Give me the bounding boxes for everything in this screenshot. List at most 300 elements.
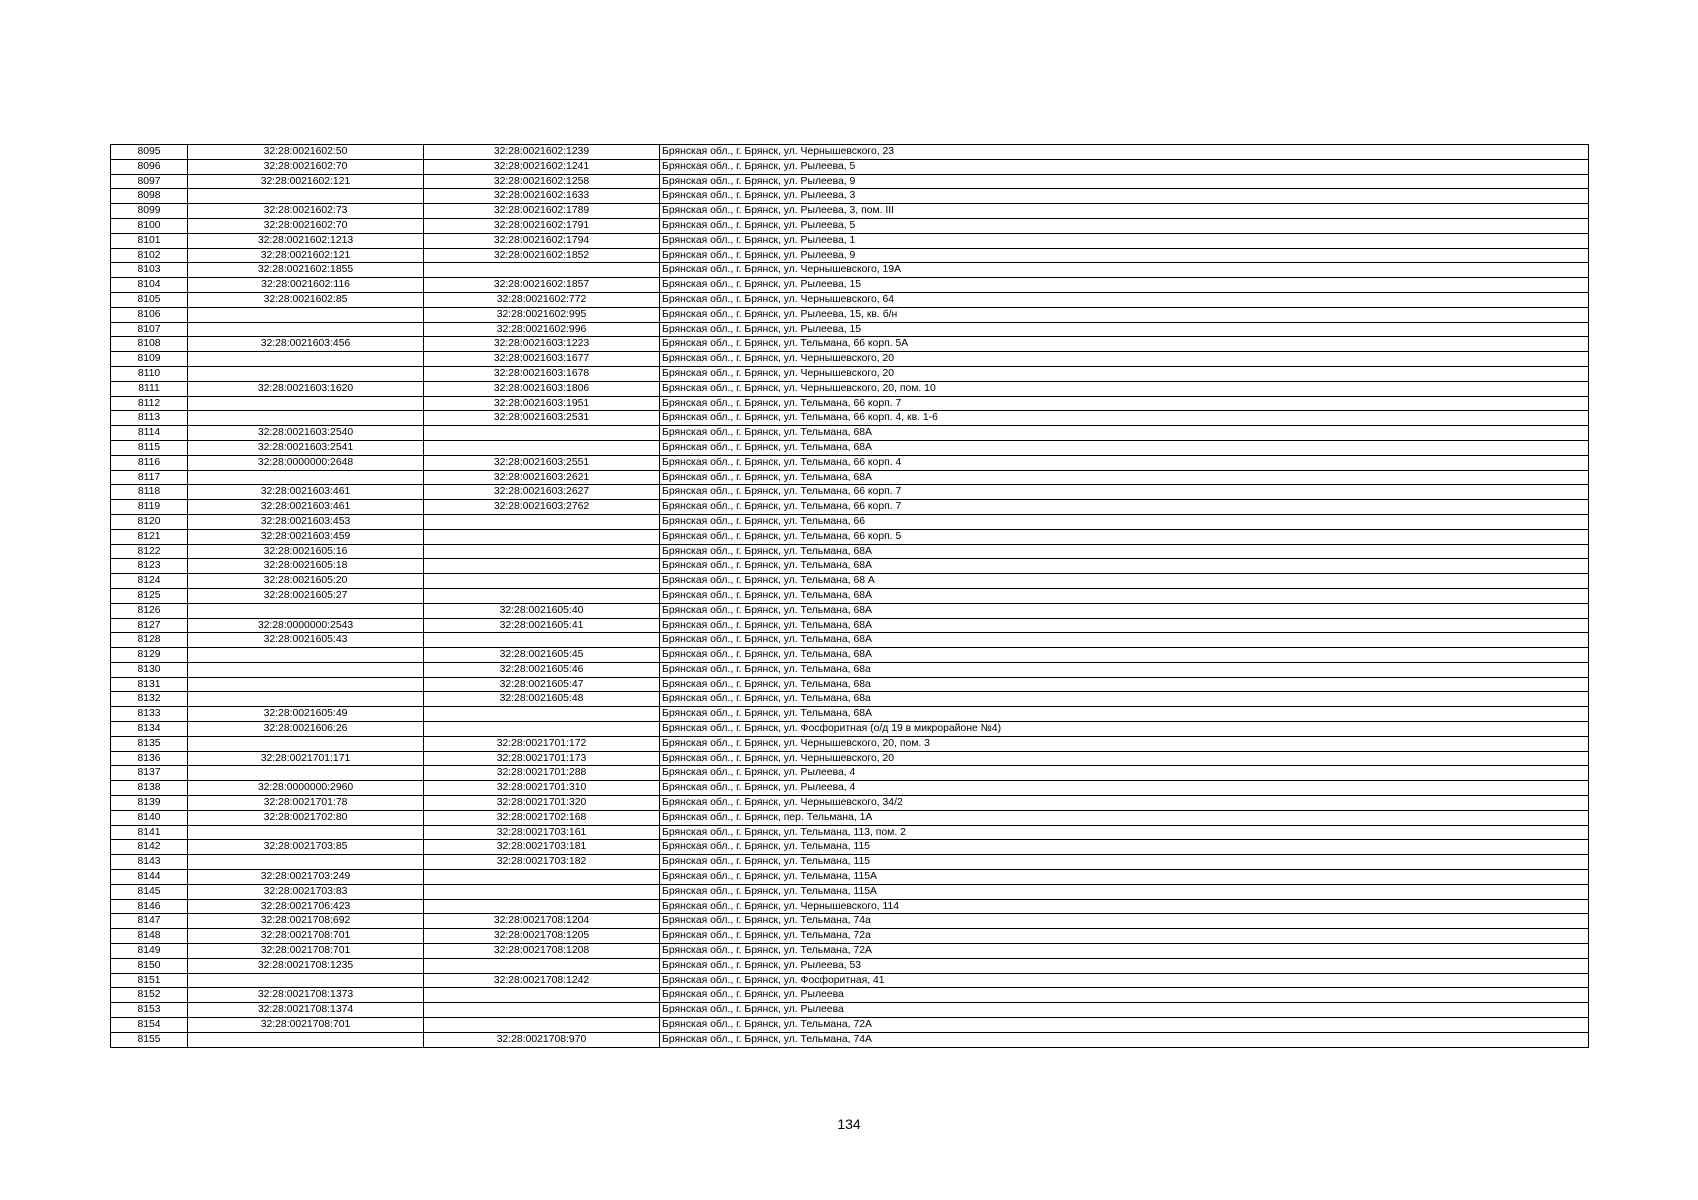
land-plot-number-cell: 32:28:0021703:83 [188, 884, 424, 899]
building-number-cell: 32:28:0021708:970 [424, 1032, 660, 1047]
table-row [111, 692, 1589, 707]
land-plot-number-cell: 32:28:0021602:70 [188, 159, 424, 174]
building-number-cell: 32:28:0021603:1678 [424, 366, 660, 381]
table-row [111, 1003, 1589, 1018]
row-number-cell: 8153 [111, 1003, 188, 1018]
land-plot-number-cell: 32:28:0000000:2543 [188, 618, 424, 633]
row-number-cell: 8097 [111, 174, 188, 189]
address-cell: Брянская обл., г. Брянск, ул. Чернышевского, 20 [660, 352, 1589, 367]
row-number-cell: 8124 [111, 574, 188, 589]
row-number-cell: 8148 [111, 929, 188, 944]
land-plot-number-cell: 32:28:0021602:1855 [188, 263, 424, 278]
building-number-cell [424, 514, 660, 529]
address-cell: Брянская обл., г. Брянск, ул. Тельмана, 66 [660, 514, 1589, 529]
address-cell: Брянская обл., г. Брянск, ул. Рылеева, 15, кв. б/н [660, 307, 1589, 322]
table-row [111, 485, 1589, 500]
row-number-cell: 8142 [111, 840, 188, 855]
building-number-cell: 32:28:0021605:47 [424, 677, 660, 692]
table-row [111, 929, 1589, 944]
land-plot-number-cell [188, 352, 424, 367]
land-plot-number-cell: 32:28:0021701:78 [188, 796, 424, 811]
row-number-cell: 8114 [111, 426, 188, 441]
table-row [111, 899, 1589, 914]
land-plot-number-cell: 32:28:0021701:171 [188, 751, 424, 766]
row-number-cell: 8100 [111, 218, 188, 233]
building-number-cell: 32:28:0021605:46 [424, 662, 660, 677]
land-plot-number-cell [188, 766, 424, 781]
table-row [111, 781, 1589, 796]
table-row [111, 870, 1589, 885]
building-number-cell: 32:28:0021602:1789 [424, 204, 660, 219]
row-number-cell: 8116 [111, 455, 188, 470]
land-plot-number-cell [188, 662, 424, 677]
row-number-cell: 8146 [111, 899, 188, 914]
land-plot-number-cell: 32:28:0021602:70 [188, 218, 424, 233]
address-cell: Брянская обл., г. Брянск, ул. Чернышевского, 23 [660, 145, 1589, 160]
table-row [111, 529, 1589, 544]
building-number-cell [424, 722, 660, 737]
building-number-cell [424, 544, 660, 559]
address-cell: Брянская обл., г. Брянск, ул. Фосфоритная, 41 [660, 973, 1589, 988]
row-number-cell: 8113 [111, 411, 188, 426]
address-cell: Брянская обл., г. Брянск, ул. Чернышевского, 20, пом. 10 [660, 381, 1589, 396]
building-number-cell [424, 426, 660, 441]
row-number-cell: 8137 [111, 766, 188, 781]
land-plot-number-cell: 32:28:0021603:461 [188, 500, 424, 515]
table-row [111, 263, 1589, 278]
row-number-cell: 8144 [111, 870, 188, 885]
row-number-cell: 8123 [111, 559, 188, 574]
table-row [111, 145, 1589, 160]
row-number-cell: 8106 [111, 307, 188, 322]
land-plot-number-cell [188, 677, 424, 692]
building-number-cell: 32:28:0021605:40 [424, 603, 660, 618]
land-plot-number-cell [188, 603, 424, 618]
land-plot-number-cell: 32:28:0000000:2648 [188, 455, 424, 470]
building-number-cell: 32:28:0021602:995 [424, 307, 660, 322]
address-cell: Брянская обл., г. Брянск, ул. Тельмана, 68А [660, 588, 1589, 603]
row-number-cell: 8151 [111, 973, 188, 988]
land-plot-number-cell [188, 1032, 424, 1047]
address-cell: Брянская обл., г. Брянск, ул. Рылеева, 9 [660, 174, 1589, 189]
address-cell: Брянская обл., г. Брянск, ул. Рылеева [660, 988, 1589, 1003]
address-cell: Брянская обл., г. Брянск, ул. Рылеева, 15 [660, 278, 1589, 293]
building-number-cell: 32:28:0021602:1633 [424, 189, 660, 204]
land-plot-number-cell: 32:28:0021606:26 [188, 722, 424, 737]
address-cell: Брянская обл., г. Брянск, ул. Чернышевского, 20 [660, 366, 1589, 381]
land-plot-number-cell: 32:28:0021603:1620 [188, 381, 424, 396]
row-number-cell: 8145 [111, 884, 188, 899]
table-row [111, 796, 1589, 811]
land-plot-number-cell: 32:28:0021708:701 [188, 944, 424, 959]
row-number-cell: 8103 [111, 263, 188, 278]
table-row [111, 218, 1589, 233]
building-number-cell: 32:28:0021602:1258 [424, 174, 660, 189]
land-plot-number-cell [188, 366, 424, 381]
row-number-cell: 8126 [111, 603, 188, 618]
row-number-cell: 8150 [111, 958, 188, 973]
building-number-cell [424, 263, 660, 278]
row-number-cell: 8129 [111, 648, 188, 663]
address-cell: Брянская обл., г. Брянск, ул. Тельмана, 68А [660, 633, 1589, 648]
land-plot-number-cell: 32:28:0021602:1213 [188, 233, 424, 248]
table-row [111, 248, 1589, 263]
land-plot-number-cell: 32:28:0021602:121 [188, 174, 424, 189]
row-number-cell: 8132 [111, 692, 188, 707]
land-plot-number-cell: 32:28:0021603:461 [188, 485, 424, 500]
row-number-cell: 8099 [111, 204, 188, 219]
table-row [111, 278, 1589, 293]
address-cell: Брянская обл., г. Брянск, ул. Тельмана, 113, пом. 2 [660, 825, 1589, 840]
table-row [111, 618, 1589, 633]
address-cell: Брянская обл., г. Брянск, ул. Рылеева, 4 [660, 766, 1589, 781]
address-cell: Брянская обл., г. Брянск, ул. Тельмана, 68А [660, 618, 1589, 633]
building-number-cell: 32:28:0021605:41 [424, 618, 660, 633]
address-cell: Брянская обл., г. Брянск, ул. Тельмана, 68А [660, 440, 1589, 455]
address-cell: Брянская обл., г. Брянск, ул. Тельмана, 66 корп. 4, кв. 1-6 [660, 411, 1589, 426]
row-number-cell: 8140 [111, 810, 188, 825]
address-cell: Брянская обл., г. Брянск, ул. Рылеева, 3, пом. III [660, 204, 1589, 219]
building-number-cell: 32:28:0021602:1857 [424, 278, 660, 293]
address-cell: Брянская обл., г. Брянск, ул. Тельмана, 66 корп. 5А [660, 337, 1589, 352]
row-number-cell: 8119 [111, 500, 188, 515]
table-row [111, 855, 1589, 870]
building-number-cell: 32:28:0021703:182 [424, 855, 660, 870]
land-plot-number-cell: 32:28:0021703:249 [188, 870, 424, 885]
row-number-cell: 8121 [111, 529, 188, 544]
building-number-cell: 32:28:0021603:1677 [424, 352, 660, 367]
building-number-cell: 32:28:0021701:172 [424, 736, 660, 751]
building-number-cell: 32:28:0021602:996 [424, 322, 660, 337]
land-plot-number-cell: 32:28:0021603:453 [188, 514, 424, 529]
table-row [111, 233, 1589, 248]
land-plot-number-cell: 32:28:0021602:50 [188, 145, 424, 160]
address-cell: Брянская обл., г. Брянск, ул. Чернышевского, 34/2 [660, 796, 1589, 811]
building-number-cell: 32:28:0021703:181 [424, 840, 660, 855]
building-number-cell: 32:28:0021602:1852 [424, 248, 660, 263]
table-row [111, 396, 1589, 411]
building-number-cell [424, 633, 660, 648]
row-number-cell: 8133 [111, 707, 188, 722]
row-number-cell: 8127 [111, 618, 188, 633]
address-cell: Брянская обл., г. Брянск, ул. Тельмана, 68А [660, 559, 1589, 574]
row-number-cell: 8104 [111, 278, 188, 293]
row-number-cell: 8109 [111, 352, 188, 367]
row-number-cell: 8125 [111, 588, 188, 603]
building-number-cell: 32:28:0021602:1239 [424, 145, 660, 160]
table-row [111, 352, 1589, 367]
row-number-cell: 8155 [111, 1032, 188, 1047]
land-plot-number-cell: 32:28:0021708:692 [188, 914, 424, 929]
land-plot-number-cell [188, 692, 424, 707]
row-number-cell: 8154 [111, 1018, 188, 1033]
table-row [111, 973, 1589, 988]
table-row [111, 766, 1589, 781]
row-number-cell: 8122 [111, 544, 188, 559]
table-row [111, 381, 1589, 396]
building-number-cell: 32:28:0021602:1241 [424, 159, 660, 174]
land-plot-number-cell: 32:28:0021605:27 [188, 588, 424, 603]
table-row [111, 588, 1589, 603]
building-number-cell: 32:28:0021602:1791 [424, 218, 660, 233]
land-plot-number-cell: 32:28:0021702:80 [188, 810, 424, 825]
building-number-cell: 32:28:0021605:48 [424, 692, 660, 707]
table-row [111, 1018, 1589, 1033]
row-number-cell: 8143 [111, 855, 188, 870]
table-row [111, 722, 1589, 737]
address-cell: Брянская обл., г. Брянск, ул. Тельмана, 66 корп. 7 [660, 500, 1589, 515]
address-cell: Брянская обл., г. Брянск, ул. Тельмана, 115А [660, 884, 1589, 899]
table-body [111, 145, 1589, 1048]
table-row [111, 603, 1589, 618]
address-cell: Брянская обл., г. Брянск, ул. Рылеева, 9 [660, 248, 1589, 263]
building-number-cell: 32:28:0021605:45 [424, 648, 660, 663]
row-number-cell: 8141 [111, 825, 188, 840]
address-cell: Брянская обл., г. Брянск, ул. Тельмана, 68 А [660, 574, 1589, 589]
building-number-cell: 32:28:0021603:1806 [424, 381, 660, 396]
land-plot-number-cell [188, 307, 424, 322]
land-plot-number-cell: 32:28:0021605:43 [188, 633, 424, 648]
table-row [111, 662, 1589, 677]
building-number-cell [424, 899, 660, 914]
address-cell: Брянская обл., г. Брянск, ул. Тельмана, 68А [660, 707, 1589, 722]
building-number-cell: 32:28:0021602:772 [424, 292, 660, 307]
building-number-cell [424, 870, 660, 885]
row-number-cell: 8105 [111, 292, 188, 307]
address-cell: Брянская обл., г. Брянск, ул. Фосфоритная (о/д 19 в микрорайоне №4) [660, 722, 1589, 737]
building-number-cell: 32:28:0021701:310 [424, 781, 660, 796]
building-number-cell: 32:28:0021603:2762 [424, 500, 660, 515]
row-number-cell: 8149 [111, 944, 188, 959]
address-cell: Брянская обл., г. Брянск, ул. Тельмана, 68А [660, 648, 1589, 663]
land-plot-number-cell: 32:28:0021602:116 [188, 278, 424, 293]
land-plot-number-cell [188, 973, 424, 988]
land-plot-number-cell [188, 825, 424, 840]
table-row [111, 825, 1589, 840]
row-number-cell: 8115 [111, 440, 188, 455]
land-plot-number-cell: 32:28:0021605:16 [188, 544, 424, 559]
land-plot-number-cell: 32:28:0021602:73 [188, 204, 424, 219]
address-cell: Брянская обл., г. Брянск, ул. Тельмана, 68А [660, 470, 1589, 485]
table-row [111, 559, 1589, 574]
land-plot-number-cell: 32:28:0021605:18 [188, 559, 424, 574]
building-number-cell: 32:28:0021602:1794 [424, 233, 660, 248]
building-number-cell [424, 559, 660, 574]
address-cell: Брянская обл., г. Брянск, пер. Тельмана, 1А [660, 810, 1589, 825]
land-plot-number-cell: 32:28:0021708:1374 [188, 1003, 424, 1018]
table-row [111, 751, 1589, 766]
table-row [111, 500, 1589, 515]
address-cell: Брянская обл., г. Брянск, ул. Тельмана, 66 корп. 4 [660, 455, 1589, 470]
building-number-cell [424, 988, 660, 1003]
building-number-cell: 32:28:0021603:2551 [424, 455, 660, 470]
address-cell: Брянская обл., г. Брянск, ул. Чернышевского, 20 [660, 751, 1589, 766]
land-plot-number-cell: 32:28:0021605:20 [188, 574, 424, 589]
building-number-cell: 32:28:0021603:1223 [424, 337, 660, 352]
table-row [111, 440, 1589, 455]
land-plot-number-cell: 32:28:0021603:2541 [188, 440, 424, 455]
land-plot-number-cell [188, 322, 424, 337]
land-plot-number-cell: 32:28:0021603:2540 [188, 426, 424, 441]
address-cell: Брянская обл., г. Брянск, ул. Рылеева, 53 [660, 958, 1589, 973]
table-row [111, 944, 1589, 959]
address-cell: Брянская обл., г. Брянск, ул. Тельмана, 68а [660, 692, 1589, 707]
table-row [111, 337, 1589, 352]
building-number-cell: 32:28:0021703:161 [424, 825, 660, 840]
land-plot-number-cell: 32:28:0021708:701 [188, 929, 424, 944]
building-number-cell [424, 1018, 660, 1033]
building-number-cell [424, 884, 660, 899]
row-number-cell: 8107 [111, 322, 188, 337]
address-cell: Брянская обл., г. Брянск, ул. Тельмана, 66 корп. 5 [660, 529, 1589, 544]
table-row [111, 470, 1589, 485]
row-number-cell: 8128 [111, 633, 188, 648]
row-number-cell: 8138 [111, 781, 188, 796]
row-number-cell: 8110 [111, 366, 188, 381]
building-number-cell [424, 958, 660, 973]
row-number-cell: 8117 [111, 470, 188, 485]
table-row [111, 840, 1589, 855]
land-plot-number-cell [188, 470, 424, 485]
table-row [111, 810, 1589, 825]
table-row [111, 514, 1589, 529]
address-cell: Брянская обл., г. Брянск, ул. Рылеева, 4 [660, 781, 1589, 796]
building-number-cell: 32:28:0021702:168 [424, 810, 660, 825]
land-plot-number-cell [188, 189, 424, 204]
building-number-cell [424, 440, 660, 455]
building-number-cell: 32:28:0021701:173 [424, 751, 660, 766]
table-row [111, 988, 1589, 1003]
building-number-cell: 32:28:0021708:1208 [424, 944, 660, 959]
table-row [111, 736, 1589, 751]
row-number-cell: 8139 [111, 796, 188, 811]
land-plot-number-cell [188, 396, 424, 411]
row-number-cell: 8130 [111, 662, 188, 677]
address-cell: Брянская обл., г. Брянск, ул. Тельмана, 72А [660, 1018, 1589, 1033]
land-plot-number-cell: 32:28:0021605:49 [188, 707, 424, 722]
building-number-cell: 32:28:0021708:1205 [424, 929, 660, 944]
building-number-cell: 32:28:0021701:288 [424, 766, 660, 781]
building-number-cell: 32:28:0021708:1204 [424, 914, 660, 929]
address-cell: Брянская обл., г. Брянск, ул. Тельмана, 66 корп. 7 [660, 396, 1589, 411]
land-plot-number-cell: 32:28:0021708:701 [188, 1018, 424, 1033]
row-number-cell: 8131 [111, 677, 188, 692]
table-row [111, 411, 1589, 426]
address-cell: Брянская обл., г. Брянск, ул. Рылеева, 5 [660, 159, 1589, 174]
table-row [111, 174, 1589, 189]
row-number-cell: 8112 [111, 396, 188, 411]
land-plot-number-cell: 32:28:0021706:423 [188, 899, 424, 914]
table-row [111, 426, 1589, 441]
building-number-cell [424, 529, 660, 544]
building-number-cell [424, 1003, 660, 1018]
address-cell: Брянская обл., г. Брянск, ул. Тельмана, 68а [660, 662, 1589, 677]
building-number-cell: 32:28:0021603:2627 [424, 485, 660, 500]
table-row [111, 884, 1589, 899]
row-number-cell: 8095 [111, 145, 188, 160]
building-number-cell [424, 707, 660, 722]
address-cell: Брянская обл., г. Брянск, ул. Чернышевского, 19А [660, 263, 1589, 278]
address-cell: Брянская обл., г. Брянск, ул. Рылеева, 1 [660, 233, 1589, 248]
table-row [111, 648, 1589, 663]
address-cell: Брянская обл., г. Брянск, ул. Тельмана, 72а [660, 929, 1589, 944]
address-cell: Брянская обл., г. Брянск, ул. Тельмана, 115А [660, 870, 1589, 885]
address-cell: Брянская обл., г. Брянск, ул. Чернышевского, 114 [660, 899, 1589, 914]
building-number-cell [424, 574, 660, 589]
row-number-cell: 8118 [111, 485, 188, 500]
table-row [111, 322, 1589, 337]
building-number-cell [424, 588, 660, 603]
address-cell: Брянская обл., г. Брянск, ул. Тельмана, 66 корп. 7 [660, 485, 1589, 500]
row-number-cell: 8135 [111, 736, 188, 751]
land-plot-number-cell [188, 648, 424, 663]
table-row [111, 292, 1589, 307]
address-cell: Брянская обл., г. Брянск, ул. Тельмана, 115 [660, 855, 1589, 870]
address-cell: Брянская обл., г. Брянск, ул. Рылеева, 15 [660, 322, 1589, 337]
row-number-cell: 8098 [111, 189, 188, 204]
table-row [111, 574, 1589, 589]
row-number-cell: 8120 [111, 514, 188, 529]
table-row [111, 159, 1589, 174]
address-cell: Брянская обл., г. Брянск, ул. Чернышевского, 64 [660, 292, 1589, 307]
row-number-cell: 8147 [111, 914, 188, 929]
land-plot-number-cell: 32:28:0000000:2960 [188, 781, 424, 796]
table-row [111, 677, 1589, 692]
address-cell: Брянская обл., г. Брянск, ул. Тельмана, 72А [660, 944, 1589, 959]
land-plot-number-cell: 32:28:0021603:459 [188, 529, 424, 544]
address-cell: Брянская обл., г. Брянск, ул. Рылеева, 5 [660, 218, 1589, 233]
building-number-cell: 32:28:0021603:1951 [424, 396, 660, 411]
table-row [111, 366, 1589, 381]
table-row [111, 544, 1589, 559]
land-plot-number-cell: 32:28:0021602:121 [188, 248, 424, 263]
address-cell: Брянская обл., г. Брянск, ул. Рылеева, 3 [660, 189, 1589, 204]
table-row [111, 707, 1589, 722]
land-plot-number-cell [188, 736, 424, 751]
row-number-cell: 8134 [111, 722, 188, 737]
building-number-cell: 32:28:0021603:2621 [424, 470, 660, 485]
address-cell: Брянская обл., г. Брянск, ул. Тельмана, 68А [660, 426, 1589, 441]
building-number-cell: 32:28:0021708:1242 [424, 973, 660, 988]
table-row [111, 1032, 1589, 1047]
address-cell: Брянская обл., г. Брянск, ул. Чернышевского, 20, пом. 3 [660, 736, 1589, 751]
land-plot-number-cell [188, 411, 424, 426]
address-cell: Брянская обл., г. Брянск, ул. Тельмана, 68А [660, 603, 1589, 618]
land-plot-number-cell: 32:28:0021708:1235 [188, 958, 424, 973]
table-row [111, 633, 1589, 648]
table-row [111, 958, 1589, 973]
land-plot-number-cell [188, 855, 424, 870]
table-row [111, 189, 1589, 204]
table-row [111, 204, 1589, 219]
table-row [111, 914, 1589, 929]
land-plot-number-cell: 32:28:0021703:85 [188, 840, 424, 855]
building-number-cell: 32:28:0021701:320 [424, 796, 660, 811]
table-row [111, 307, 1589, 322]
address-cell: Брянская обл., г. Брянск, ул. Тельмана, 68а [660, 677, 1589, 692]
building-number-cell: 32:28:0021603:2531 [424, 411, 660, 426]
address-cell: Брянская обл., г. Брянск, ул. Тельмана, 115 [660, 840, 1589, 855]
row-number-cell: 8096 [111, 159, 188, 174]
row-number-cell: 8101 [111, 233, 188, 248]
row-number-cell: 8108 [111, 337, 188, 352]
cadastral-table [110, 144, 1589, 1048]
page-number: 134 [837, 1116, 861, 1132]
address-cell: Брянская обл., г. Брянск, ул. Тельмана, 74А [660, 1032, 1589, 1047]
address-cell: Брянская обл., г. Брянск, ул. Рылеева [660, 1003, 1589, 1018]
land-plot-number-cell: 32:28:0021602:85 [188, 292, 424, 307]
address-cell: Брянская обл., г. Брянск, ул. Тельмана, 68А [660, 544, 1589, 559]
